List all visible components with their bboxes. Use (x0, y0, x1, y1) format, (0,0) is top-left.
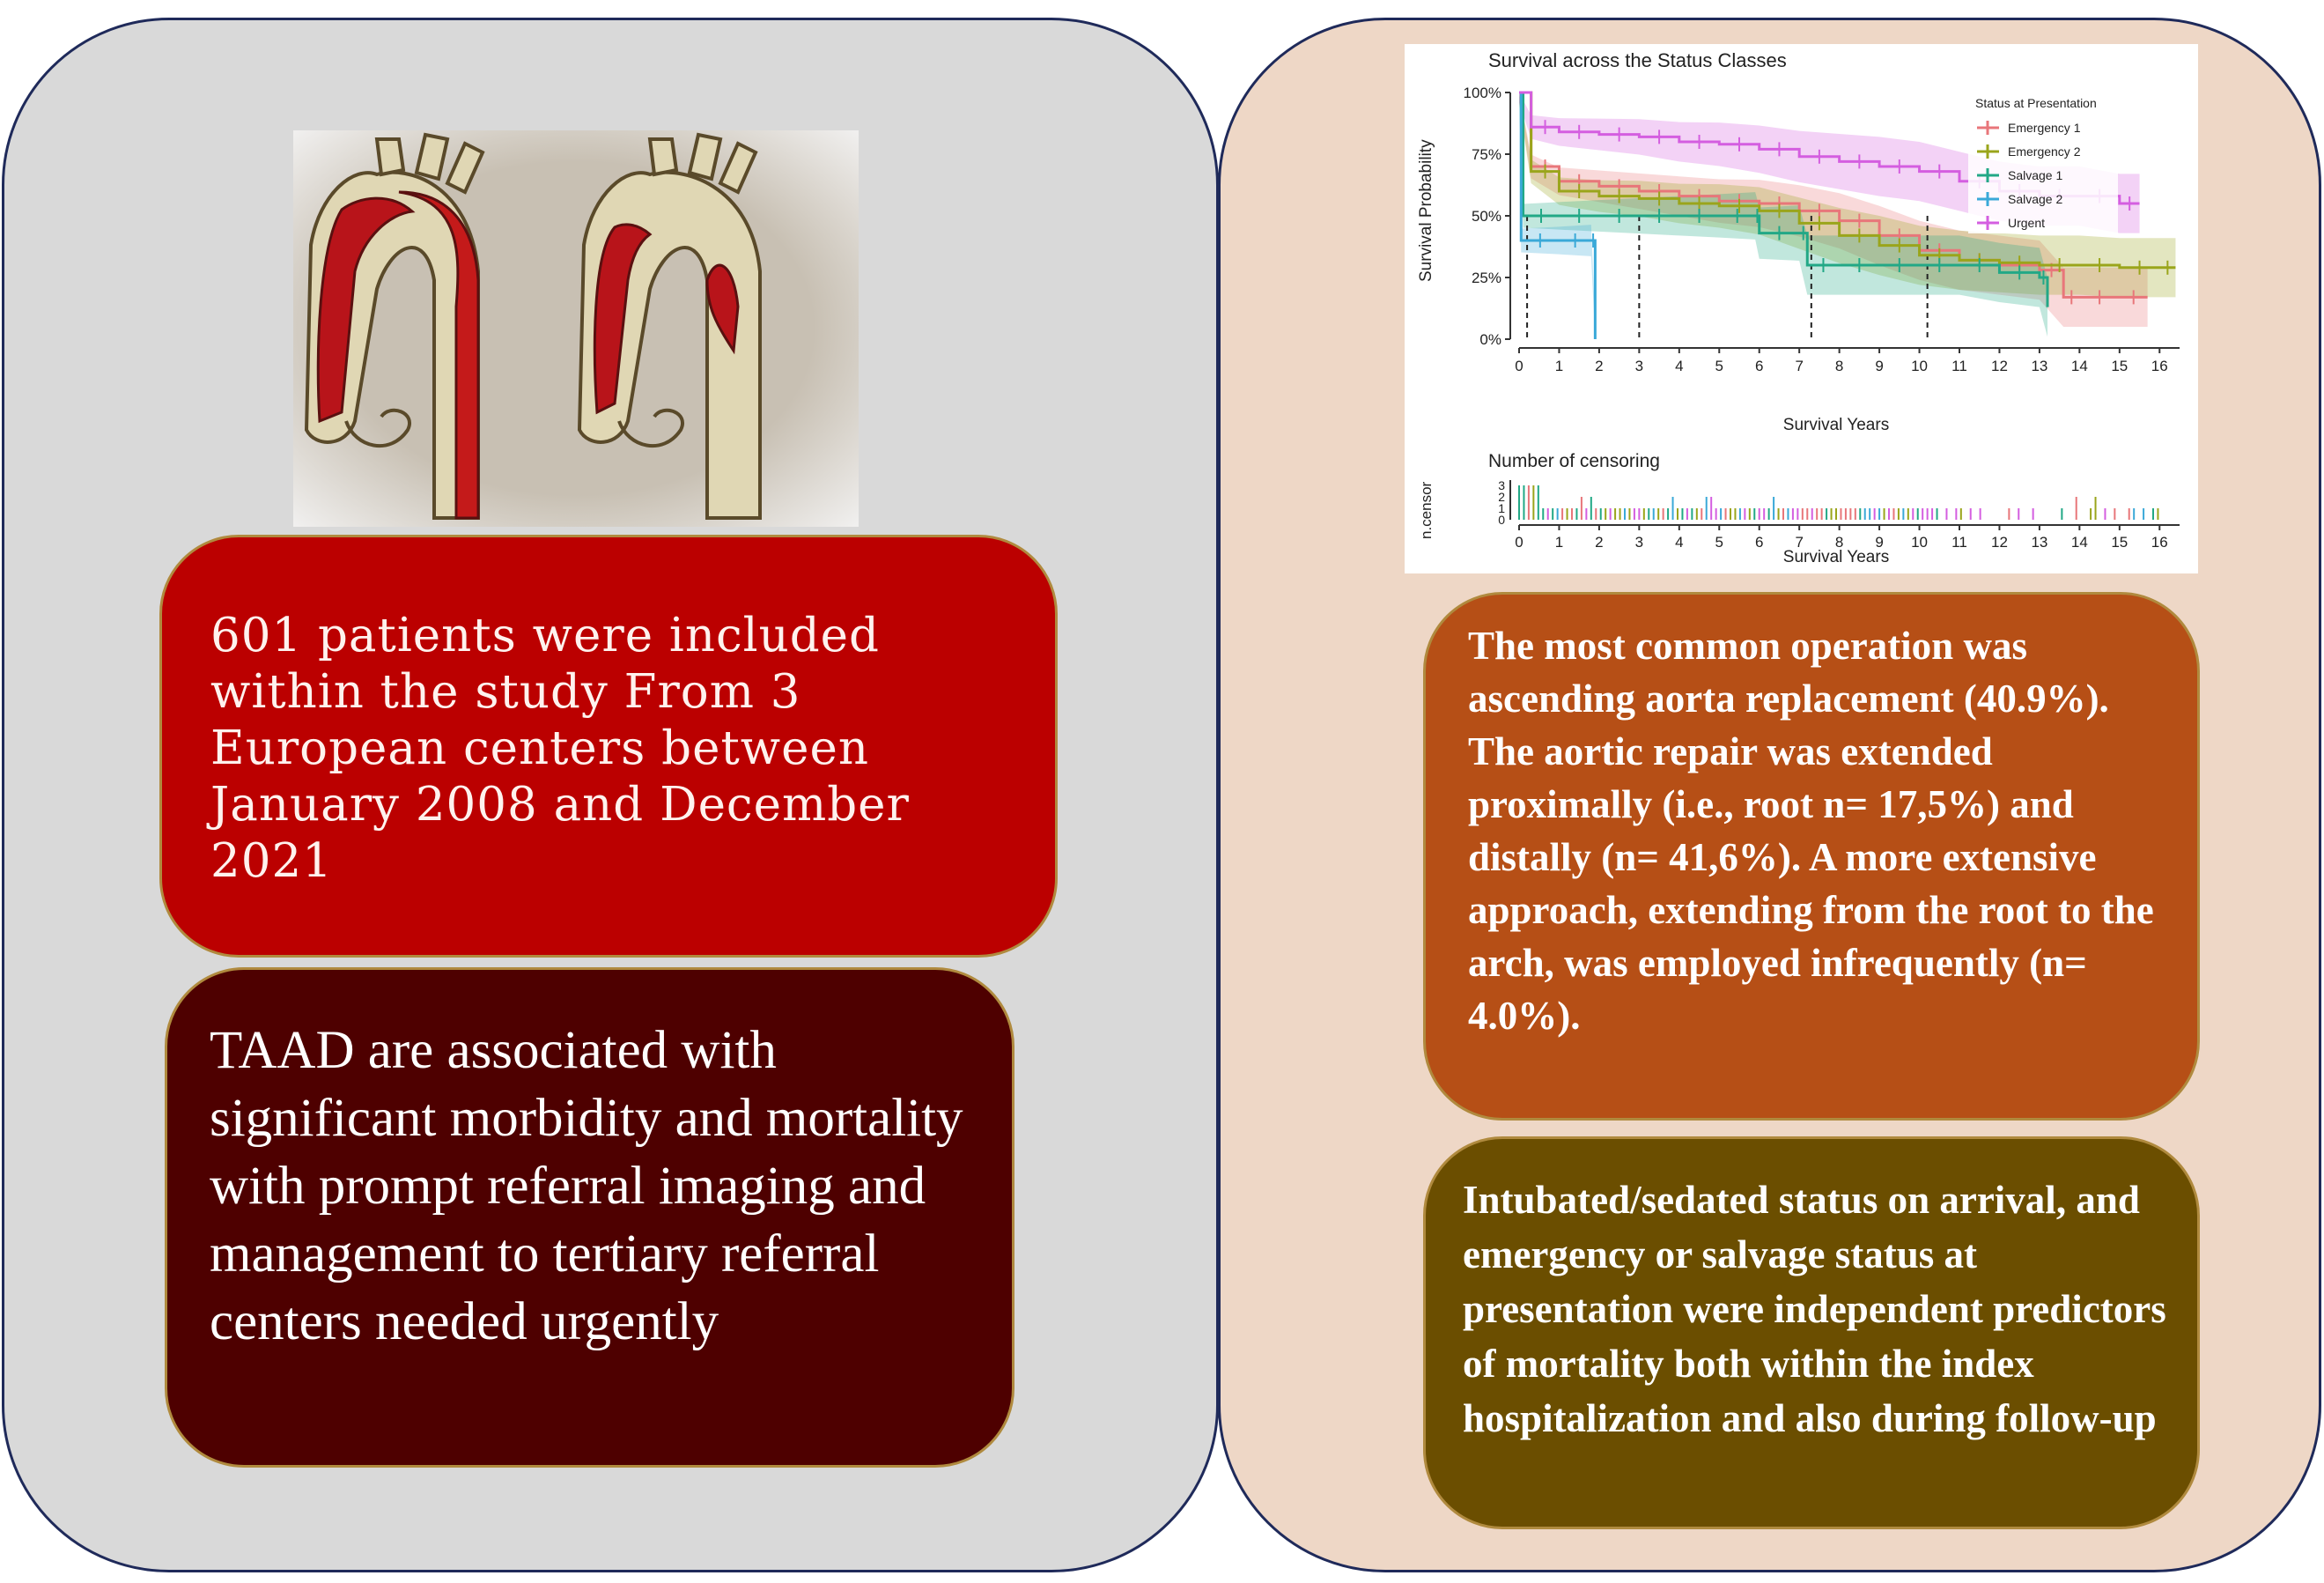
y-axis-label: Survival Probability (1417, 139, 1435, 282)
censor-x-tick-label: 12 (1990, 534, 2008, 551)
y-tick-label: 0% (1479, 331, 1501, 348)
censor-x-tick-label: 7 (1795, 534, 1804, 551)
censor-x-tick-label: 4 (1675, 534, 1684, 551)
y-tick-label: 25% (1471, 270, 1501, 286)
censoring-title: Number of censoring (1488, 451, 1660, 471)
censor-x-tick-label: 8 (1834, 534, 1844, 551)
censor-x-tick-label: 15 (2111, 534, 2128, 551)
study-population-text: 601 patients were included within the study From 3 European centers between January 2008 and December 2021 (210, 609, 910, 888)
censor-x-tick-label: 0 (1515, 534, 1524, 551)
x-tick-label: 13 (2031, 358, 2048, 374)
legend-entry: Emergency 2 (2008, 144, 2081, 159)
censor-x-tick-label: 6 (1754, 534, 1764, 551)
censor-y-tick: 0 (1498, 513, 1505, 527)
censor-y-tick: 2 (1498, 490, 1505, 504)
survival-chart (1405, 44, 2198, 573)
y-tick-label: 50% (1471, 208, 1501, 225)
x-tick-label: 16 (2151, 358, 2168, 374)
x-tick-label: 10 (1911, 358, 1929, 374)
x-tick-label: 12 (1990, 358, 2008, 374)
operation-text: The most common operation was ascending aorta replacement (40.9%). The aortic repair was extended proximally (i.e., root n= 17,5%) and distally (n= 41,6%). A more extensive approach, extending from the root to the arch, was employed infrequently (n= 4.0%). (1468, 624, 2154, 1038)
taad-summary-box (165, 967, 1014, 1468)
x-tick-label: 11 (1951, 358, 1967, 374)
y-tick-label: 100% (1463, 85, 1501, 101)
x-tick-label: 2 (1595, 358, 1604, 374)
study-population-box (159, 535, 1058, 958)
chart-legend (1968, 92, 2118, 233)
censor-x-tick-label: 16 (2151, 534, 2168, 551)
x-tick-label: 9 (1875, 358, 1884, 374)
chart-title: Survival across the Status Classes (1488, 49, 1787, 71)
censoring-plot-area (1498, 478, 2180, 551)
censor-x-tick-label: 3 (1634, 534, 1644, 551)
censoring-x-label: Survival Years (1782, 548, 1890, 566)
censor-x-tick-label: 9 (1875, 534, 1884, 551)
x-tick-label: 4 (1675, 358, 1684, 374)
legend-entry: Emergency 1 (2008, 121, 2081, 135)
x-tick-label: 7 (1795, 358, 1804, 374)
x-tick-label: 6 (1754, 358, 1764, 374)
censor-y-tick: 1 (1498, 501, 1505, 515)
censor-x-tick-label: 14 (2070, 534, 2088, 551)
censor-y-tick: 3 (1498, 478, 1505, 492)
censor-x-tick-label: 1 (1554, 534, 1564, 551)
legend-background (1968, 92, 2118, 233)
x-tick-label: 15 (2111, 358, 2128, 374)
x-tick-label: 0 (1515, 358, 1524, 374)
censor-x-tick-label: 5 (1715, 534, 1724, 551)
taad-summary-text: TAAD are associated with significant morbidity and mortality with prompt referral imaging and management to tertiary referral centers needed urgently (210, 1021, 963, 1351)
aorta-dissection-image (293, 130, 859, 527)
predictors-text: Intubated/sedated status on arrival, and emergency or salvage status at presentation were independent predictors of mortality both within the index hospitalization and also during follow-up (1463, 1178, 2166, 1440)
x-tick-label: 8 (1834, 358, 1844, 374)
x-axis-label: Survival Years (1782, 416, 1890, 434)
predictors-box (1423, 1136, 2200, 1529)
censor-x-tick-label: 10 (1911, 534, 1929, 551)
x-tick-label: 3 (1634, 358, 1644, 374)
legend-entry: Salvage 1 (2008, 168, 2063, 182)
x-tick-label: 14 (2070, 358, 2088, 374)
legend-entry: Salvage 2 (2008, 192, 2063, 206)
x-tick-label: 5 (1715, 358, 1724, 374)
censor-x-tick-label: 2 (1595, 534, 1604, 551)
legend-entry: Urgent (2008, 216, 2046, 230)
censor-x-tick-label: 11 (1951, 534, 1967, 551)
x-tick-label: 1 (1554, 358, 1564, 374)
y-tick-label: 75% (1471, 146, 1501, 163)
legend-title: Status at Presentation (1975, 96, 2097, 110)
censor-x-tick-label: 13 (2031, 534, 2048, 551)
operation-box (1423, 592, 2200, 1121)
censoring-y-label: n.censor (1418, 481, 1435, 539)
